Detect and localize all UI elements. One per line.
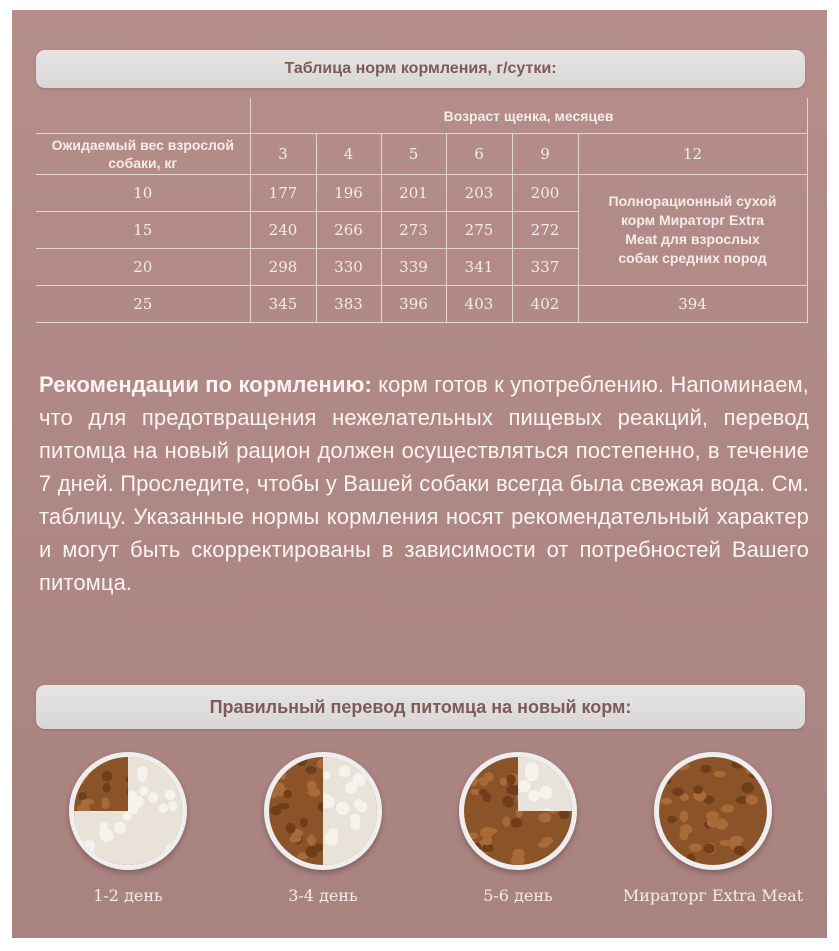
new-kibble: [467, 776, 478, 787]
new-kibble: [157, 855, 166, 863]
new-kibble: [538, 842, 549, 848]
value-cell: 298: [250, 249, 316, 286]
month-header: 3: [250, 134, 316, 175]
age-header: Возраст щенка, месяцев: [250, 98, 807, 134]
new-kibble: [679, 831, 688, 841]
value-cell: 196: [316, 175, 381, 212]
package-panel: [12, 10, 827, 938]
value-cell: 383: [316, 286, 381, 323]
table-title-banner: [36, 50, 805, 88]
new-kibble: [746, 764, 757, 774]
bowl-step-4: [654, 752, 772, 870]
new-kibble: [278, 769, 286, 779]
old-kibble: [354, 799, 364, 809]
new-kibble: [664, 854, 673, 862]
old-kibble: [165, 790, 176, 801]
bowl-step-3: [459, 752, 577, 870]
old-kibble: [525, 767, 539, 781]
new-kibble: [362, 767, 372, 773]
old-kibble: [165, 844, 178, 857]
new-kibble: [667, 816, 677, 823]
new-kibble: [484, 772, 494, 781]
transfer-title-banner: [36, 685, 805, 729]
new-kibble: [661, 764, 671, 771]
old-kibble: [325, 832, 339, 846]
new-kibble: [659, 839, 669, 850]
value-cell: 201: [381, 175, 446, 212]
month-header: 4: [316, 134, 381, 175]
new-kibble: [482, 835, 492, 845]
weight-cell: 15: [36, 212, 250, 249]
value-cell: 345: [250, 286, 316, 323]
old-kibble: [539, 786, 552, 799]
kibble-bowl-icon: [74, 757, 182, 865]
new-kibble: [74, 776, 86, 784]
new-kibble: [721, 805, 734, 813]
step-label: 1-2 день: [93, 886, 163, 905]
new-kibble: [102, 771, 113, 781]
new-kibble: [283, 790, 292, 798]
value-cell: 337: [512, 249, 578, 286]
value-cell: 394: [578, 286, 807, 323]
old-kibble: [339, 765, 351, 777]
value-cell: 396: [381, 286, 446, 323]
old-kibble: [168, 801, 177, 810]
month-header: 9: [512, 134, 578, 175]
table-title: Таблица норм кормления, г/сутки:: [284, 60, 557, 77]
new-kibble: [305, 766, 316, 773]
new-kibble: [734, 846, 746, 856]
new-kibble: [76, 772, 88, 779]
new-kibble: [89, 856, 100, 862]
weight-cell: 20: [36, 249, 250, 286]
new-kibble: [714, 771, 726, 777]
bowl-step-1: [69, 752, 187, 870]
new-kibble: [306, 846, 318, 857]
weight-cell: 25: [36, 286, 250, 323]
bowl-step-2: [264, 752, 382, 870]
value-cell: 402: [512, 286, 578, 323]
value-cell: 200: [512, 175, 578, 212]
feeding-table: [36, 98, 808, 323]
new-kibble: [746, 795, 759, 805]
new-kibble: [661, 798, 673, 805]
value-cell: 341: [446, 249, 512, 286]
new-kibble: [700, 765, 711, 773]
old-kibble: [350, 813, 360, 823]
new-kibble: [473, 842, 482, 851]
value-cell: 272: [512, 212, 578, 249]
new-kibble: [704, 844, 715, 854]
old-kibble: [137, 773, 146, 782]
recommendation-lead: Рекомендации по кормлению:: [39, 372, 372, 397]
new-kibble: [670, 855, 678, 863]
new-kibble: [693, 785, 703, 794]
value-cell: 275: [446, 212, 512, 249]
old-kibble: [148, 792, 158, 802]
new-kibble: [103, 783, 111, 793]
adult-food-note: [578, 175, 807, 286]
value-cell: 240: [250, 212, 316, 249]
step-label: 5-6 день: [483, 886, 553, 905]
old-kibble: [323, 772, 331, 780]
step-label: 3-4 день: [288, 886, 358, 905]
month-header: 6: [446, 134, 512, 175]
value-cell: 203: [446, 175, 512, 212]
new-kibble: [101, 797, 109, 809]
value-cell: 177: [250, 175, 316, 212]
adult-food-note-text: Полнорационный сухой корм Мираторг Extra Meat для взрослых собак средних пород: [608, 193, 777, 266]
old-kibble: [139, 786, 148, 795]
new-kibble: [686, 854, 694, 863]
kibble-bowl-icon: [269, 757, 377, 865]
old-kibble: [159, 804, 168, 813]
feeding-recommendation: [39, 368, 809, 599]
kibble-bowl-icon: [464, 757, 572, 865]
new-kibble: [689, 843, 702, 851]
value-cell: 403: [446, 286, 512, 323]
old-kibble: [352, 773, 365, 786]
new-kibble: [307, 780, 317, 792]
new-kibble: [672, 787, 684, 796]
recommendation-text: корм готов к употреблению. Напоминаем, что для предотвращения нежелательных пищевых реакций, перевод питомца на новый рацион должен осуществляться постепенно, в течение 7 дней. Проследите, чтобы у Вашей собаки всегда была свежая вода. См. таблицу. Указанные нормы кормления носят рекомендательный характер и могут быть скорректированы в зависимости от потребностей Вашего питомца.: [39, 372, 809, 595]
table-row: [36, 175, 807, 212]
new-kibble: [369, 759, 377, 766]
value-cell: 273: [381, 212, 446, 249]
transfer-title: Правильный перевод питомца на новый корм:: [209, 696, 632, 717]
weight-header: Ожидаемый вес взрослой собаки, кг: [36, 134, 250, 175]
new-kibble: [510, 818, 522, 827]
table-row: [36, 286, 807, 323]
new-kibble: [660, 850, 670, 859]
new-kibble: [539, 812, 552, 822]
new-kibble: [506, 774, 515, 785]
old-kibble: [100, 829, 113, 842]
old-kibble: [518, 780, 530, 792]
month-header: 5: [381, 134, 446, 175]
new-kibble: [679, 811, 688, 822]
new-kibble: [512, 849, 524, 859]
value-cell: 330: [316, 249, 381, 286]
new-kibble: [307, 835, 316, 846]
new-kibble: [741, 782, 754, 793]
value-cell: 339: [381, 249, 446, 286]
new-kibble: [271, 806, 282, 815]
new-kibble: [559, 810, 570, 819]
new-kibble: [731, 761, 742, 769]
value-cell: 266: [316, 212, 381, 249]
new-kibble: [469, 832, 479, 838]
new-kibble: [81, 799, 94, 805]
new-kibble: [502, 816, 510, 826]
step-label: Мираторг Extra Meat: [622, 886, 804, 905]
new-kibble: [269, 769, 279, 778]
old-kibble: [528, 790, 540, 802]
old-kibble: [336, 802, 349, 815]
old-kibble: [123, 812, 132, 821]
new-kibble: [300, 818, 308, 828]
kibble-bowl-icon: [659, 757, 767, 865]
new-kibble: [286, 823, 296, 834]
new-kibble: [485, 828, 497, 834]
old-kibble: [114, 822, 126, 834]
new-kibble: [479, 789, 488, 796]
new-kibble: [706, 811, 719, 821]
old-kibble: [85, 845, 94, 854]
new-kibble: [504, 801, 513, 807]
weight-cell: 10: [36, 175, 250, 212]
month-header: 12: [578, 134, 807, 175]
table-corner: [36, 98, 250, 134]
